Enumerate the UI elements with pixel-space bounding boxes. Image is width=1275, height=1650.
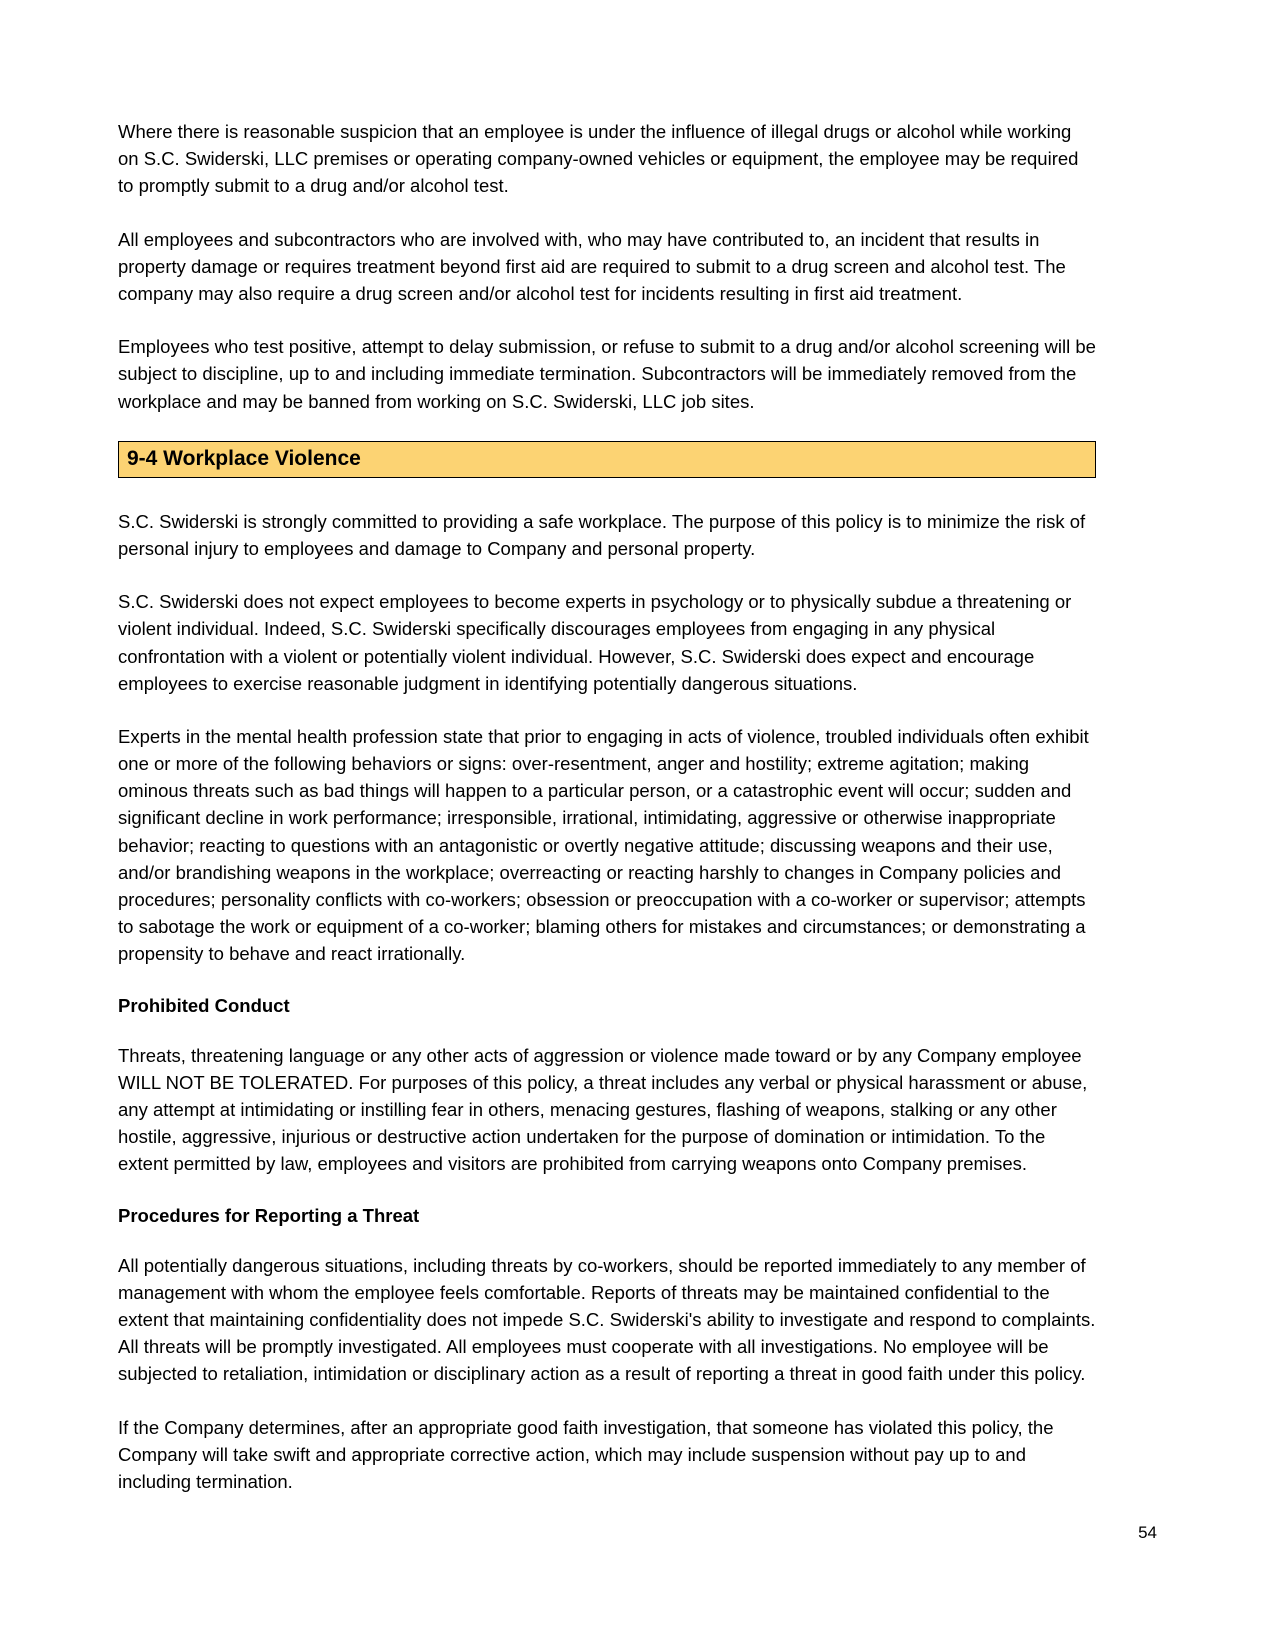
paragraph: All potentially dangerous situations, including threats by co-workers, should be reported immediately to any member of management with whom the employee feels comfortable. Reports of threats may be maintained confidential to the extent that maintaining confidentiality does not impede S.C. Swiderski's ability to investigate and respond to complaints. All threats will be promptly investigated. All employees must cooperate with all investigations. No employee will be subjected to retaliation, intimidation or disciplinary action as a result of reporting a threat in good faith under this policy.	[118, 1254, 1096, 1385]
paragraph: S.C. Swiderski is strongly committed to providing a safe workplace. The purpose of this policy is to minimize the risk of personal injury to employees and damage to Company and personal property.	[118, 510, 1086, 559]
document-body	[118, 118, 1096, 1495]
page-number: 54	[1138, 1523, 1157, 1542]
paragraph: S.C. Swiderski does not expect employees to become experts in psychology or to physically subdue a threatening or violent individual. Indeed, S.C. Swiderski specifically discourages employees from engaging in any physical confrontation with a violent or potentially violent individual. However, S.C. Swiderski does expect and encourage employees to exercise reasonable judgment in identifying potentially dangerous situations.	[118, 591, 1072, 694]
section-header-banner	[118, 441, 1096, 478]
paragraph: Experts in the mental health profession state that prior to engaging in acts of violence, troubled individuals often exhibit one or more of the following behaviors or signs: over-resentment, anger and hostility; extreme agitation; making ominous threats such as bad things will happen to a particular person, or a catastrophic event will occur; sudden and significant decline in work performance; irresponsible, irrational, intimidating, aggressive or otherwise inappropriate behavior; reacting to questions with an antagonistic or overtly negative attitude; discussing weapons and their use, and/or brandishing weapons in the workplace; overreacting or reacting harshly to changes in Company policies and procedures; personality conflicts with co-workers; obsession or preoccupation with a co-worker or supervisor; attempts to sabotage the work or equipment of a co-worker; blaming others for mistakes and circumstances; or demonstrating a propensity to behave and react irrationally.	[118, 725, 1089, 965]
paragraph: Where there is reasonable suspicion that an employee is under the influence of illegal drugs or alcohol while working on S.C. Swiderski, LLC premises or operating company-owned vehicles or equipment, the employee may be required to promptly submit to a drug and/or alcohol test.	[118, 121, 1079, 197]
paragraph: All employees and subcontractors who are involved with, who may have contributed to, an incident that results in property damage or requires treatment beyond first aid are required to submit to a drug screen and alcohol test. The company may also require a drug screen and/or alcohol test for incidents resulting in first aid treatment.	[118, 228, 1066, 304]
section-title: 9-4 Workplace Violence	[127, 446, 361, 470]
paragraph: If the Company determines, after an appropriate good faith investigation, that someone has violated this policy, the Company will take swift and appropriate corrective action, which may include suspension without pay up to and including termination.	[118, 1416, 1054, 1492]
paragraph: Employees who test positive, attempt to delay submission, or refuse to submit to a drug and/or alcohol screening will be subject to discipline, up to and including immediate termination. Subcontractors will be immediately removed from the workplace and may be banned from working on S.C. Swiderski, LLC job sites.	[118, 336, 1096, 412]
subsection-heading-prohibited-conduct: Prohibited Conduct	[118, 994, 290, 1016]
paragraph: Threats, threatening language or any other acts of aggression or violence made toward or by any Company employee WILL NOT BE TOLERATED. For purposes of this policy, a threat includes any verbal or physical harassment or abuse, any attempt at intimidating or instilling fear in others, menacing gestures, flashing of weapons, stalking or any other hostile, aggressive, injurious or destructive action undertaken for the purpose of domination or intimidation. To the extent permitted by law, employees and visitors are prohibited from carrying weapons onto Company premises.	[118, 1044, 1088, 1175]
subsection-heading-reporting-a-threat: Procedures for Reporting a Threat	[118, 1204, 420, 1226]
